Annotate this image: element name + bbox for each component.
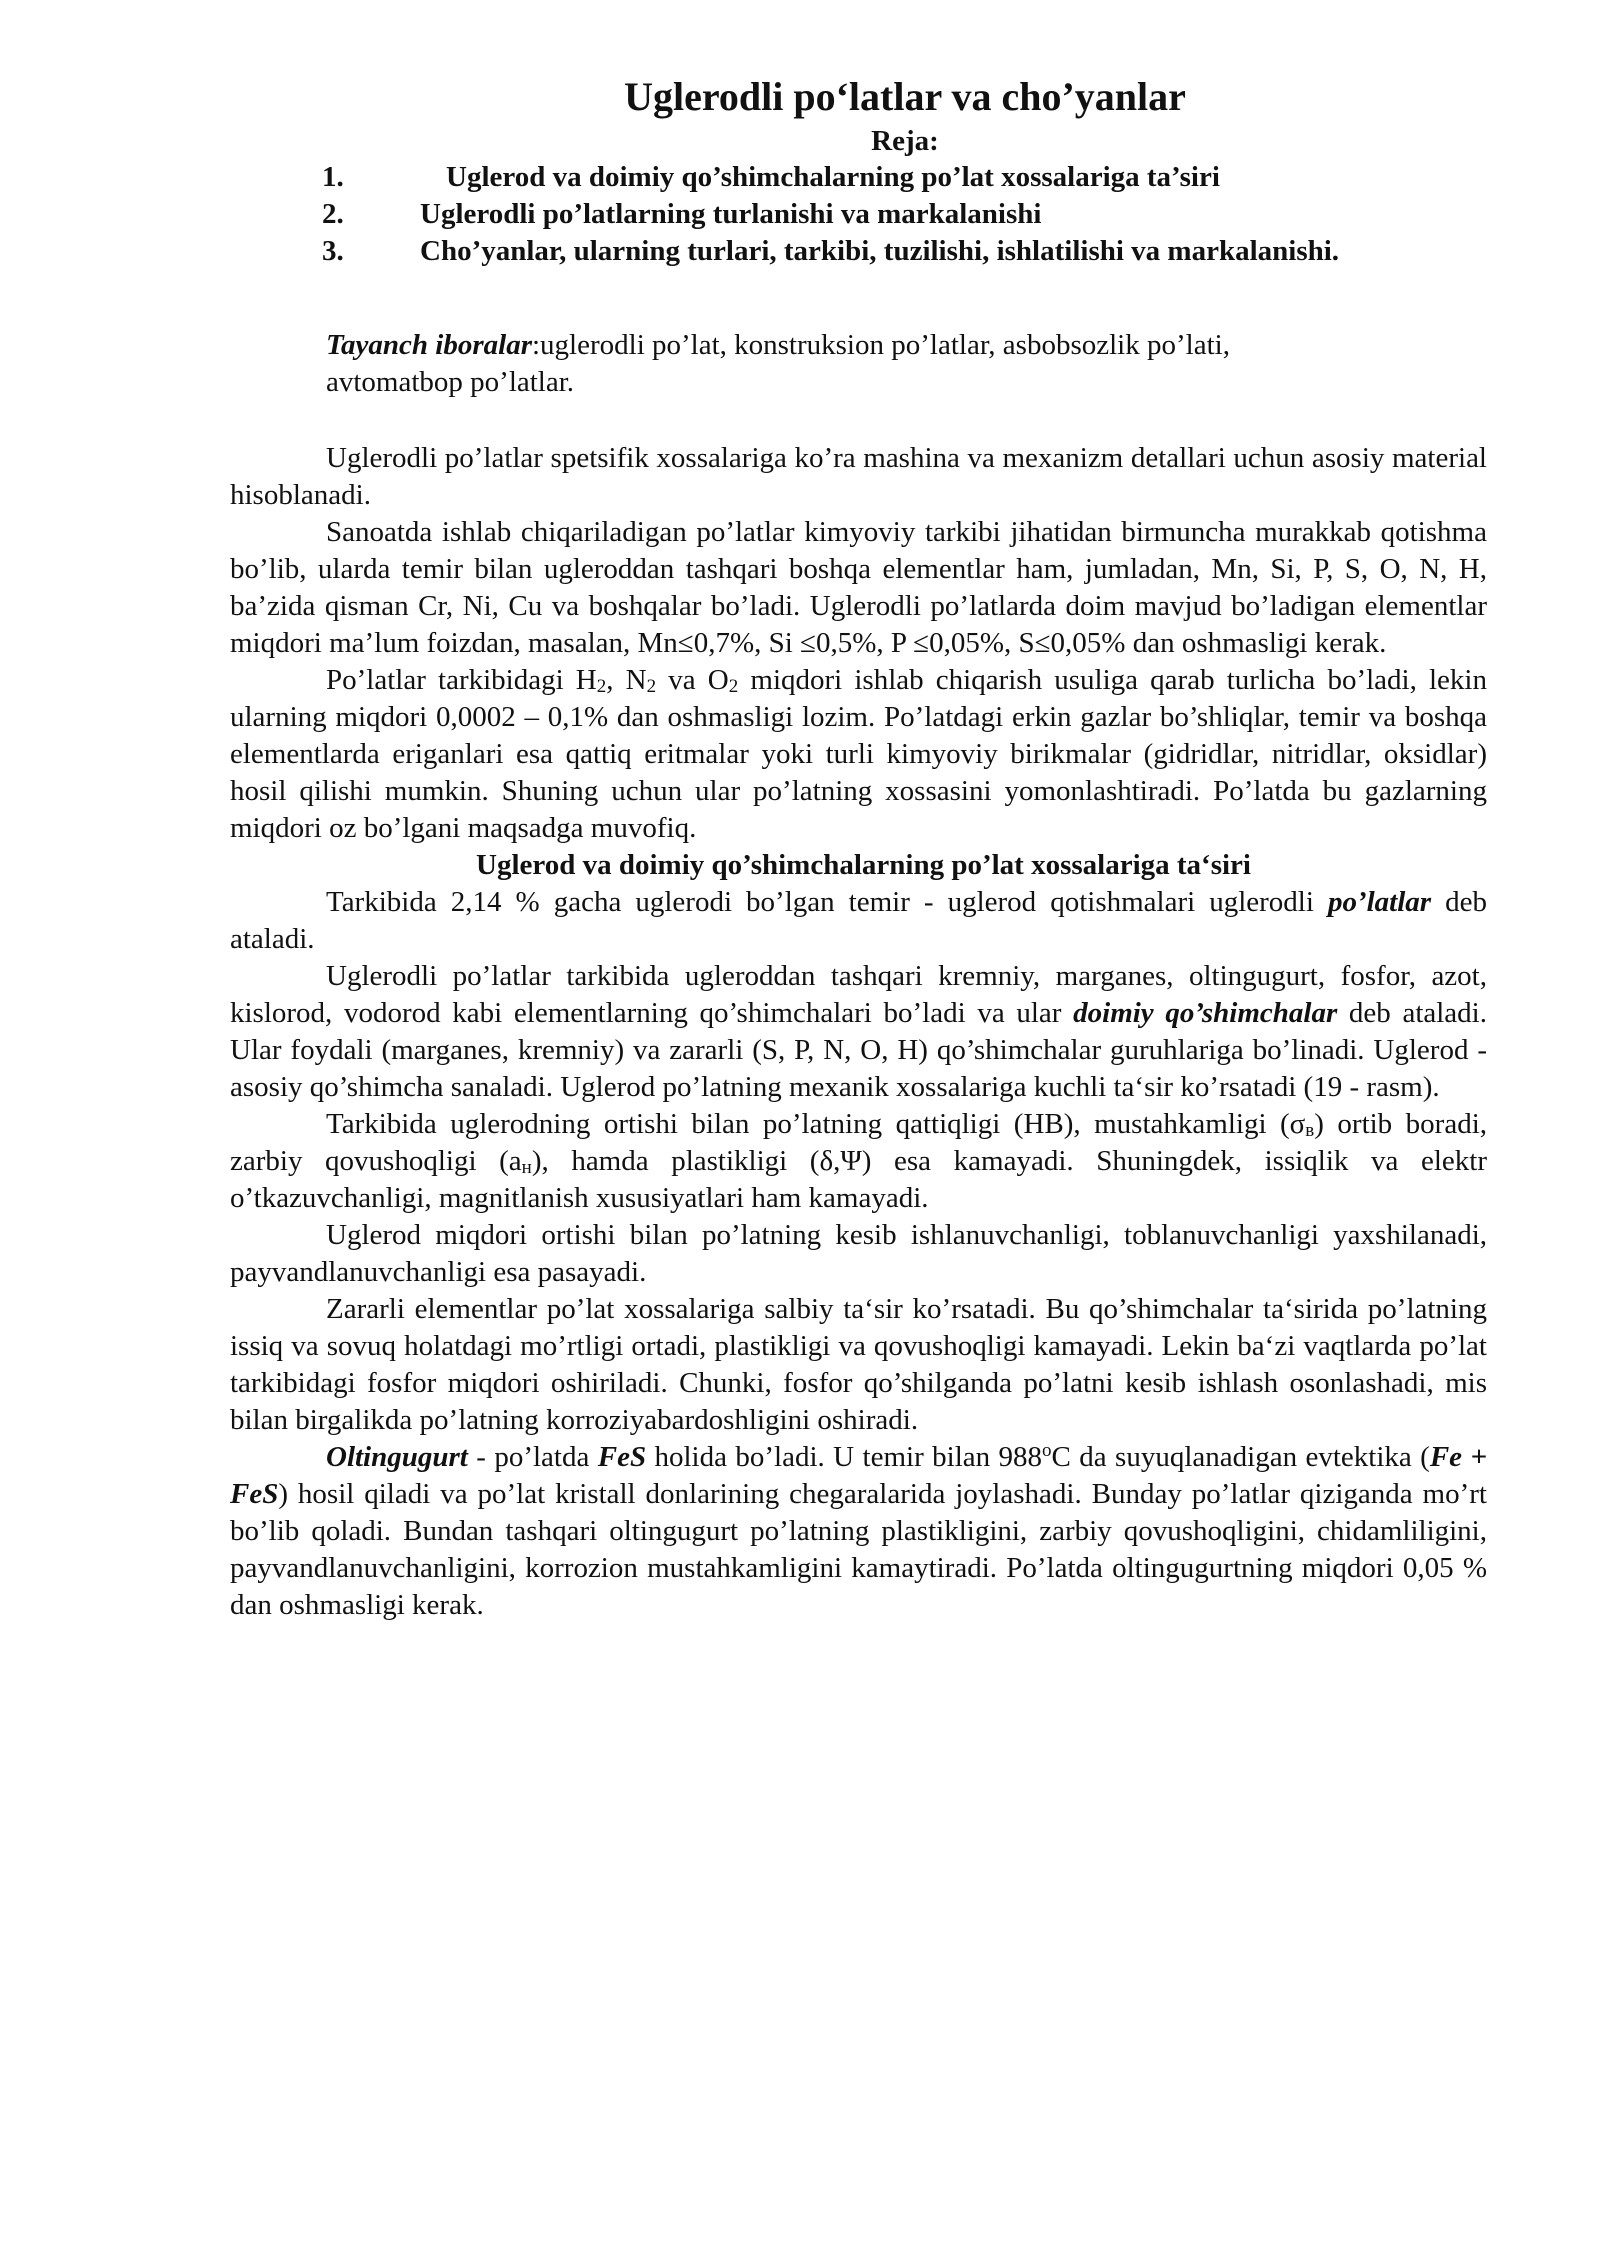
keywords-text: :uglerodli po’lat, konstruksion po’latlar, asbobsozlik po’lati, xyxy=(532,329,1230,361)
keywords-continuation: avtomatbop po’latlar. xyxy=(326,366,575,398)
plan-item xyxy=(322,233,1522,270)
emphasis-term: Fe + FeS xyxy=(230,1441,1487,1510)
emphasis-term: Oltingugurt xyxy=(326,1441,468,1473)
body-text xyxy=(230,440,1487,1624)
paragraph: Po’latlar tarkibidagi $H_2$, $N_2$ va $O_2$ miqdori ishlab chiqarish usuliga qarab turlicha bo’ladi, lekin ularning miqdori 0,0002 – 0,1% dan oshmasligi lozim. Po’latdagi erkin gazlar bo’shliqlar, temir va boshqa elementlarda eriganlari esa qattiq eritmalar yoki turli kimyoviy birikmalar (gidridlar, nitridlar, oksidlar) hosil qilishi mumkin. Shuning uchun ular po’latning xossasini yomonlashtiradi. Po’latda bu gazlarning miqdori oz bo’lgani maqsadga muvofiq. xyxy=(230,664,1487,844)
section-heading: Uglerod va doimiy qo’shimchalarning po’lat xossalariga ta‘siri xyxy=(476,849,1251,881)
plan-list xyxy=(322,159,1522,270)
paragraph: Uglerod miqdori ortishi bilan po’latning kesib ishlanuvchanligi, toblanuvchanligi yaxshilanadi, payvandlanuvchanligi esa pasayadi. xyxy=(230,1219,1487,1288)
plan-heading: Reja: xyxy=(871,125,939,157)
emphasis-term: doimiy qo’shimchalar xyxy=(1073,997,1338,1029)
plan-item-text: Uglerodli po’latlarning turlanishi va markalanishi xyxy=(420,198,1042,230)
paragraph: Tarkibida uglerodning ortishi bilan po’latning qattiqligi (HB), mustahkamligi $(\sigma_в)$ ortib boradi, zarbiy qovushoqligi $(a_н)$, hamda plastikligi (δ,Ψ) esa kamayadi. Shuningdek, issiqlik va elektr o’tkazuvchanligi, magnitlanish xususiyatlari ham kamayadi. xyxy=(230,1108,1488,1214)
plan-item xyxy=(322,196,1522,233)
keywords-label: Tayanch iboralar xyxy=(326,329,532,361)
keywords-line xyxy=(230,327,1487,364)
document-title: Uglerodli po‘latlar va cho’yanlar xyxy=(624,74,1186,119)
emphasis-term: FeS xyxy=(597,1441,647,1473)
plan-item-text: Uglerod va doimiy qo’shimchalarning po’lat xossalariga ta’siri xyxy=(446,161,1220,193)
plan-item-text: Cho’yanlar, ularning turlari, tarkibi, tuzilishi, ishlatilishi va markalanishi. xyxy=(420,235,1340,267)
plan-item-number: 1. xyxy=(322,161,344,193)
paragraph: Uglerodli po’latlar spetsifik xossalariga ko’ra mashina va mexanizm detallari uchun asosiy material hisoblanadi. xyxy=(230,442,1487,511)
plan-item xyxy=(322,159,1522,196)
paragraph: Sanoatda ishlab chiqariladigan po’latlar kimyoviy tarkibi jihatidan birmuncha murakkab qotishma bo’lib, ularda temir bilan ugleroddan tashqari boshqa elementlar ham, jumladan, Mn, Si, P, S, O, N, H, ba’zida qisman Cr, Ni, Cu va boshqalar bo’ladi. Uglerodli po’latlarda doim mavjud bo’ladigan elementlar miqdori ma’lum foizdan, masalan, Mn≤0,7%, Si ≤0,5%, P ≤0,05%, S≤0,05% dan oshmasligi kerak. xyxy=(230,516,1487,659)
plan-item-number: 3. xyxy=(322,235,344,267)
emphasis-term: po’latlar xyxy=(1327,886,1432,918)
paragraph: Tarkibida 2,14 % gacha uglerodi bo’lgan temir - uglerod qotishmalari uglerodli po’latlar deb ataladi. xyxy=(230,886,1488,955)
paragraph: Oltingugurt - po’latda FeS holida bo’ladi. U temir bilan 988$^o$C da suyuqlanadigan evtektika (Fe + FeS) hosil qiladi va po’lat kristall donlarining chegaralarida joylashadi. Bunday po’latlar qiziganda mo’rt bo’lib qoladi. Bundan tashqari oltingugurt po’latning plastikligini, zarbiy qovushoqligini, chidamliligini, payvandlanuvchanligini, korrozion mustahkamligini kamaytiradi. Po’latda oltingugurtning miqdori 0,05 % dan oshmasligi kerak. xyxy=(230,1440,1487,1621)
plan-item-number: 2. xyxy=(322,198,344,230)
keywords-block xyxy=(230,327,1487,401)
paragraph: Zararli elementlar po’lat xossalariga salbiy ta‘sir ko’rsatadi. Bu qo’shimchalar ta‘sirida po’latning issiq va sovuq holatdagi mo’rtligi ortadi, plastikligi va qovushoqligi kamayadi. Lekin ba‘zi vaqtlarda po’lat tarkibidagi fosfor miqdori oshiriladi. Chunki, fosfor qo’shilganda po’latni kesib ishlash osonlashadi, mis bilan birgalikda po’latning korroziyabardoshligini oshiradi. xyxy=(230,1293,1487,1436)
paragraph: Uglerodli po’latlar tarkibida ugleroddan tashqari kremniy, marganes, oltingugurt, fosfor, azot, kislorod, vodorod kabi elementlarning qo’shimchalari bo’ladi va ular doimiy qo’shimchalar deb ataladi. Ular foydali (marganes, kremniy) va zararli (S, P, N, O, H) qo’shimchalar guruhlariga bo’linadi. Uglerod - asosiy qo’shimcha sanaladi. Uglerod po’latning mexanik xossalariga kuchli ta‘sir ko’rsatadi (19 - rasm). xyxy=(230,960,1487,1103)
